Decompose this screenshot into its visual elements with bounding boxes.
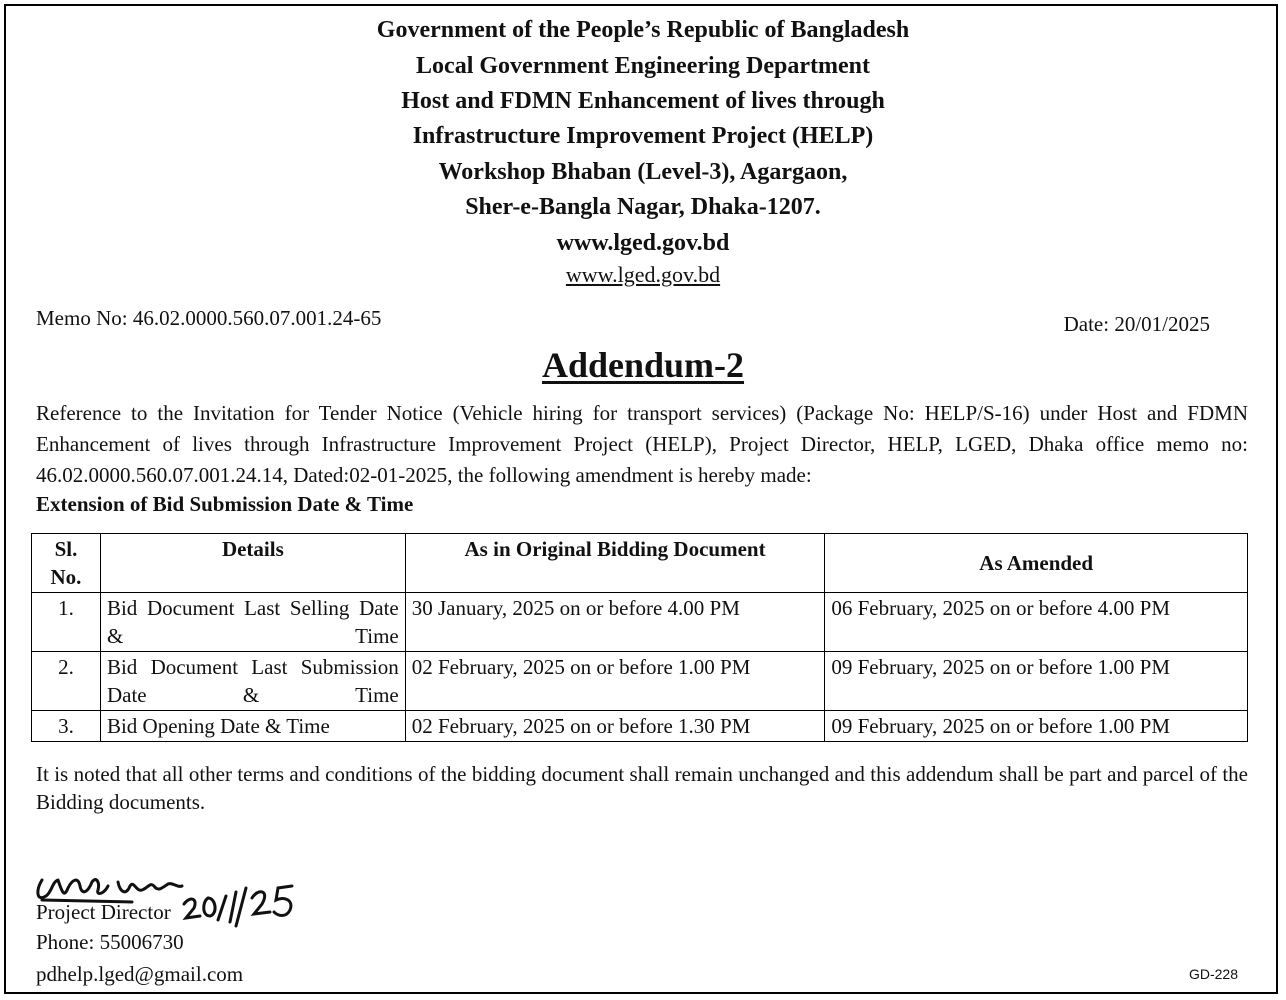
table-row: [32, 593, 1248, 652]
header-address-line2: Sher-e-Bangla Nagar, Dhaka-1207.: [465, 194, 821, 220]
document-title-wrap: [0, 344, 1286, 386]
header-project-line1: Host and FDMN Enhancement of lives through: [401, 88, 885, 114]
table-header-row: [32, 534, 1248, 593]
header-sl-no: Sl. No.: [32, 534, 101, 593]
row-sl: 2.: [32, 652, 101, 711]
document-title: Addendum-2: [541, 345, 745, 385]
row-sl: 1.: [32, 593, 101, 652]
row-original: 02 February, 2025 on or before 1.30 PM: [405, 711, 825, 742]
row-sl: 3.: [32, 711, 101, 742]
row-amended: 09 February, 2025 on or before 1.00 PM: [825, 652, 1248, 711]
header-original: As in Original Bidding Document: [405, 534, 825, 593]
row-details: Bid Document Last Selling Date & Time: [100, 593, 405, 652]
header-website-link-wrap: [0, 262, 1286, 288]
header-government: Government of the People’s Republic of Bangladesh: [376, 17, 910, 43]
header-website-bold: www.lged.gov.bd: [556, 230, 730, 256]
header-department: Local Government Engineering Department: [416, 53, 870, 79]
memo-date: Date: 20/01/2025: [1063, 312, 1210, 336]
signatory-phone: Phone: 55006730: [36, 930, 184, 954]
header-details: Details: [100, 534, 405, 593]
header-project-line2: Infrastructure Improvement Project (HELP): [412, 123, 874, 149]
reference-paragraph: Reference to the Invitation for Tender Notice (Vehicle hiring for transport services) (Package No: HELP/S-16) under Host and FDMN Enhancement of lives through Infrastructure Improvement Project (HELP), Project Director, HELP, LGED, Dhaka office memo no: 46.02.0000.560.07.001.24.14, Dated:02-01-2025, the following amendment is hereby made:: [36, 401, 1248, 487]
header-website-link[interactable]: www.lged.gov.bd: [565, 262, 721, 287]
footer-code: GD-228: [1188, 966, 1238, 982]
header-amended: As Amended: [825, 534, 1248, 593]
row-details: Bid Document Last Submission Date & Time: [100, 652, 405, 711]
row-amended: 06 February, 2025 on or before 4.00 PM: [825, 593, 1248, 652]
section-heading: Extension of Bid Submission Date & Time: [36, 492, 414, 516]
row-original: 30 January, 2025 on or before 4.00 PM: [405, 593, 825, 652]
table-row: [32, 711, 1248, 742]
signatory-email[interactable]: pdhelp.lged@gmail.com: [36, 962, 244, 986]
note-paragraph: It is noted that all other terms and conditions of the bidding document shall remain unchanged and this addendum shall be part and parcel of the Bidding documents.: [36, 762, 1248, 814]
table-row: [32, 652, 1248, 711]
header-address-line1: Workshop Bhaban (Level-3), Agargaon,: [438, 159, 848, 185]
row-details: Bid Opening Date & Time: [100, 711, 405, 742]
memo-number: Memo No: 46.02.0000.560.07.001.24-65: [36, 306, 382, 330]
amendment-table: [31, 533, 1248, 742]
row-original: 02 February, 2025 on or before 1.00 PM: [405, 652, 825, 711]
signatory-title: Project Director: [36, 900, 171, 924]
row-amended: 09 February, 2025 on or before 1.00 PM: [825, 711, 1248, 742]
